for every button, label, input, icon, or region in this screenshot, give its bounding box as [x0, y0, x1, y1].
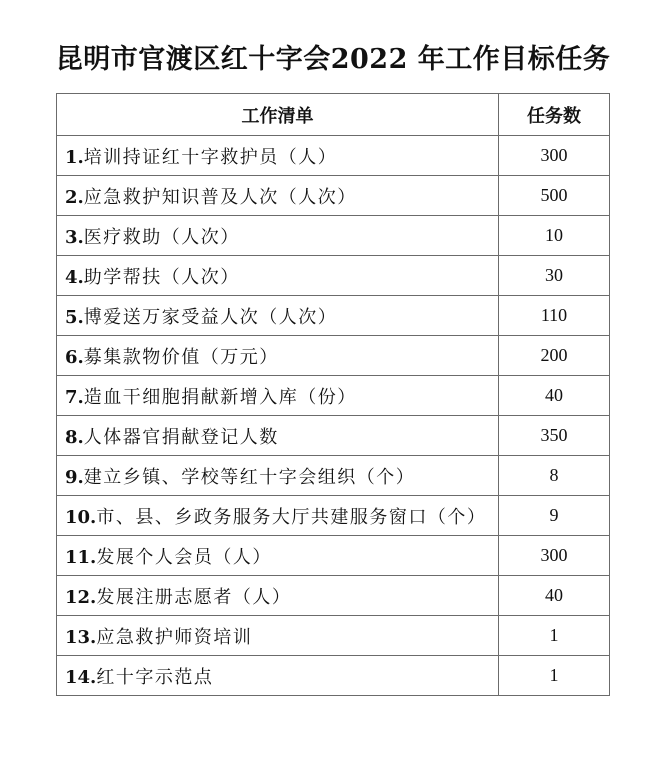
- task-count-cell: 300: [499, 136, 610, 176]
- task-number: 3.: [65, 226, 84, 248]
- task-item-cell: [57, 656, 499, 696]
- task-number: 1.: [65, 146, 84, 168]
- table-row: [57, 296, 610, 336]
- task-item-cell: [57, 136, 499, 176]
- task-item-cell: [57, 216, 499, 256]
- table-row: [57, 216, 610, 256]
- task-item-cell: [57, 336, 499, 376]
- task-label: 建立乡镇、学校等红十字会组织（个）: [83, 466, 416, 488]
- task-count-cell: 1: [499, 616, 610, 656]
- task-count-cell: 1: [499, 656, 610, 696]
- task-item-cell: [57, 296, 499, 336]
- table-row: [57, 416, 610, 456]
- task-number: 4.: [65, 266, 84, 288]
- task-number: 11.: [65, 546, 97, 568]
- page-title: 昆明市官渡区红十字会2022 年工作目标任务: [55, 44, 611, 75]
- header-task-count: 任务数: [499, 94, 610, 136]
- task-item-cell: [57, 256, 499, 296]
- task-label: 人体器官捐献登记人数: [83, 426, 279, 448]
- table-row: [57, 456, 610, 496]
- task-item-cell: [57, 576, 499, 616]
- task-number: 5.: [65, 306, 84, 328]
- table-row: [57, 576, 610, 616]
- task-number: 6.: [65, 346, 84, 368]
- task-label: 红十字示范点: [96, 666, 214, 688]
- header-work-list: 工作清单: [57, 94, 499, 136]
- task-count-cell: 9: [499, 496, 610, 536]
- task-label: 医疗救助（人次）: [83, 226, 240, 248]
- task-label: 募集款物价值（万元）: [83, 346, 279, 368]
- table-row: [57, 376, 610, 416]
- table-row: [57, 136, 610, 176]
- task-label: 博爱送万家受益人次（人次）: [83, 306, 338, 328]
- task-item-cell: [57, 416, 499, 456]
- task-item-cell: [57, 176, 499, 216]
- task-count-cell: 8: [499, 456, 610, 496]
- table-row: [57, 256, 610, 296]
- table-row: [57, 536, 610, 576]
- table-row: [57, 496, 610, 536]
- task-item-cell: [57, 616, 499, 656]
- task-count-cell: 40: [499, 576, 610, 616]
- task-count-cell: 200: [499, 336, 610, 376]
- task-item-cell: [57, 496, 499, 536]
- task-count-cell: 110: [499, 296, 610, 336]
- task-count-cell: 40: [499, 376, 610, 416]
- task-number: 13.: [65, 626, 97, 648]
- task-table: [56, 93, 610, 696]
- task-number: 2.: [65, 186, 84, 208]
- task-item-cell: [57, 376, 499, 416]
- task-count-cell: 300: [499, 536, 610, 576]
- task-number: 10.: [65, 506, 97, 528]
- task-label: 培训持证红十字救护员（人）: [83, 146, 338, 168]
- task-count-cell: 10: [499, 216, 610, 256]
- task-number: 8.: [65, 426, 84, 448]
- table-header-row: [57, 94, 610, 136]
- task-number: 14.: [65, 666, 97, 688]
- task-number: 9.: [65, 466, 84, 488]
- task-item-cell: [57, 456, 499, 496]
- task-count-cell: 350: [499, 416, 610, 456]
- task-label: 应急救护师资培训: [96, 626, 253, 648]
- task-label: 助学帮扶（人次）: [83, 266, 240, 288]
- task-label: 市、县、乡政务服务大厅共建服务窗口（个）: [96, 506, 487, 528]
- task-item-cell: [57, 536, 499, 576]
- task-count-cell: 500: [499, 176, 610, 216]
- task-label: 发展个人会员（人）: [96, 546, 272, 568]
- task-label: 造血干细胞捐献新增入库（份）: [83, 386, 357, 408]
- table-row: [57, 336, 610, 376]
- table-row: [57, 656, 610, 696]
- task-number: 12.: [65, 586, 97, 608]
- task-label: 应急救护知识普及人次（人次）: [83, 186, 357, 208]
- task-number: 7.: [65, 386, 84, 408]
- task-count-cell: 30: [499, 256, 610, 296]
- task-label: 发展注册志愿者（人）: [96, 586, 292, 608]
- table-row: [57, 616, 610, 656]
- table-row: [57, 176, 610, 216]
